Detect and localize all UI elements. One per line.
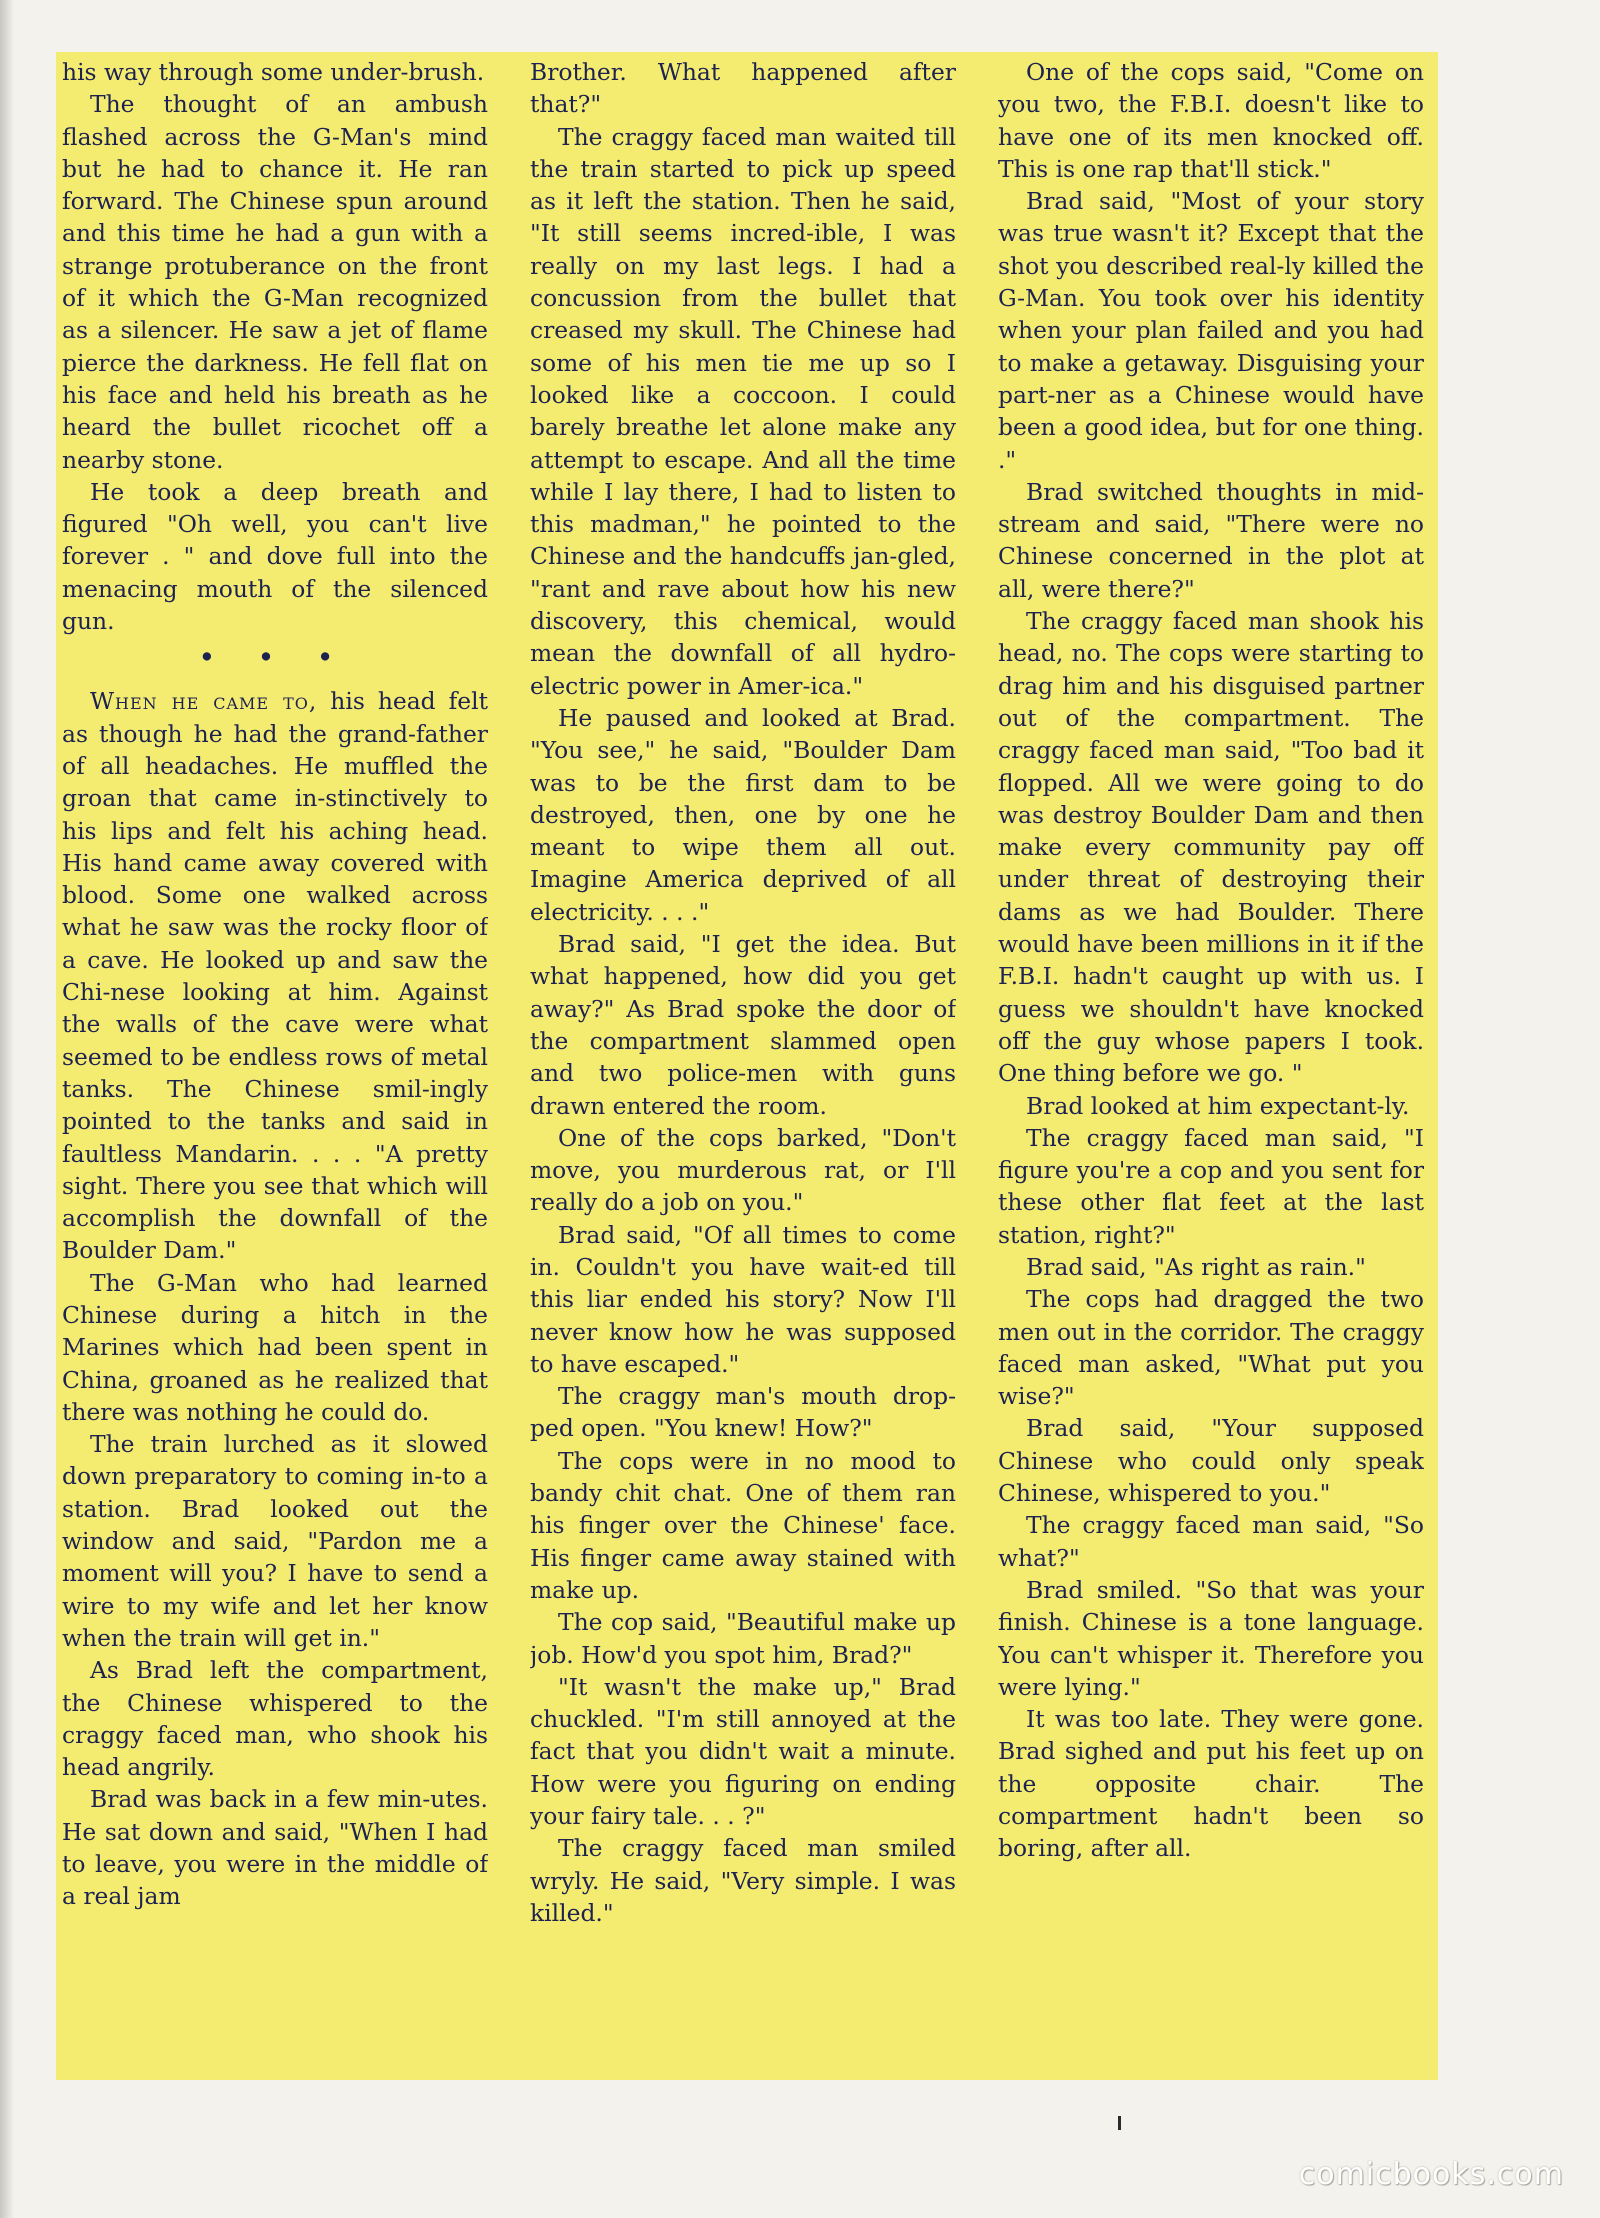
paragraph: The craggy faced man smiled wryly. He said, "Very simple. I was killed." bbox=[530, 1834, 956, 1927]
paragraph: his way through some under-brush. bbox=[62, 58, 485, 86]
paragraph: Brad said, "Your supposed Chinese who could only speak Chinese, whispered to you." bbox=[998, 1414, 1424, 1508]
section-break: • • • bbox=[199, 643, 351, 672]
paragraph: Brother. What happened after that?" bbox=[530, 58, 956, 119]
paragraph: "It wasn't the make up," Brad chuckled. "I'm still annoyed at the fact that you didn't wait a minute. How were you figuring on ending your fairy tale. . . ?" bbox=[530, 1672, 956, 1831]
paragraph: The train lurched as it slowed down preparatory to coming in-to a station. Brad looked out the window and said, "Pardon me a moment will you? I have to send a wire to my wife and let her know when the train will get in." bbox=[62, 1430, 488, 1652]
paragraph: The cop said, "Beautiful make up job. How'd you spot him, Brad?" bbox=[530, 1608, 956, 1669]
paragraph: Brad said, "Most of your story was true wasn't it? Except that the shot you described real-ly killed the G-Man. You took over his identity when your plan failed and you had to make a getaway. Disguising your part-ner as a Chinese would have been a good idea, but for one thing. ." bbox=[998, 187, 1424, 474]
paragraph: Brad looked at him expectant-ly. bbox=[1026, 1091, 1410, 1120]
paragraph: Brad said, "Of all times to come in. Couldn't you have wait-ed till this liar ended his story? Now I'll never know how he was supposed to have escaped." bbox=[530, 1220, 956, 1378]
paragraph-text: his head felt as though he had the grand-father of all headaches. He muffled the groan that came in-stinctively to his lips and felt his aching head. His hand came away covered with blood. Some one walked across what he saw was the rocky floor of a cave. He looked up and saw the Chi-nese looking at him. Against the walls of the cave were what seemed to be endless rows of metal tanks. The Chinese smil-ingly pointed to the tanks and said in faultless Mandarin. . . . "A pretty sight. There you see that which will accomplish the downfall of the Boulder Dam." bbox=[62, 687, 488, 1265]
paragraph: The craggy faced man shook his head, no. The cops were starting to drag him and his disguised partner out of the compartment. The craggy faced man said, "Too bad it flopped. All we were going to do was destroy Boulder Dam and then make every community pay off under threat of destroying their dams as we had Boulder. There would have been millions in it if the F.B.I. hadn't caught up with us. I guess we shouldn't have knocked off the guy whose papers I took. One thing before we go. " bbox=[998, 607, 1424, 1088]
paragraph: The craggy faced man said, "So what?" bbox=[998, 1511, 1424, 1572]
text-column-2 bbox=[530, 56, 956, 2080]
paragraph: The craggy man's mouth drop-ped open. "You knew! How?" bbox=[530, 1382, 956, 1443]
paragraph: The cops were in no mood to bandy chit chat. One of them ran his finger over the Chinese' face. His finger came away stained with make up. bbox=[530, 1446, 956, 1604]
paragraph: Brad said, "I get the idea. But what happened, how did you get away?" As Brad spoke the door of the compartment slammed open and two police-men with guns drawn entered the room. bbox=[530, 930, 956, 1120]
page-speck bbox=[1118, 2116, 1121, 2130]
paragraph: He paused and looked at Brad. "You see," he said, "Boulder Dam was to be the first dam to be destroyed, then, one by one he meant to wipe them all out. Imagine America deprived of all electricity. . . ." bbox=[530, 703, 956, 926]
paragraph: Brad switched thoughts in mid-stream and said, "There were no Chinese concerned in the plot at all, were there?" bbox=[998, 477, 1424, 603]
paragraph: Brad was back in a few min-utes. He sat down and said, "When I had to leave, you were in the middle of a real jam bbox=[62, 1785, 488, 1911]
paragraph: One of the cops said, "Come on you two, the F.B.I. doesn't like to have one of its men knocked off. This is one rap that'll stick." bbox=[998, 58, 1424, 183]
text-column-1 bbox=[62, 56, 488, 2080]
paragraph: He took a deep breath and figured "Oh well, you can't live forever . " and dove full into the menacing mouth of the silenced gun. bbox=[62, 477, 488, 636]
paragraph: As Brad left the compartment, the Chinese whispered to the craggy faced man, who shook his head angrily. bbox=[62, 1656, 488, 1782]
paragraph: It was too late. They were gone. Brad sighed and put his feet up on the opposite chair. The compartment hadn't been so boring, after all. bbox=[998, 1705, 1424, 1863]
watermark: comicbooks.com bbox=[1298, 2157, 1564, 2192]
story-text-block bbox=[56, 52, 1438, 2080]
page-edge bbox=[0, 0, 14, 2218]
paragraph bbox=[62, 685, 488, 1266]
paragraph: The craggy faced man waited till the train started to pick up speed as it left the station. Then he said, "It still seems incred-ible, I was really on my last legs. I had a concussion from the bullet that creased my skull. The Chinese had some of his men tie me up so I looked like a coccoon. I could barely breathe let alone make any attempt to escape. And all the time while I lay there, I had to listen to this madman," he pointed to the Chinese and the handcuffs jan-gled, "rant and rave about how his new discovery, this chemical, would mean the downfall of all hydro-electric power in Amer-ica." bbox=[530, 122, 956, 700]
paragraph: The G-Man who had learned Chinese during a hitch in the Marines which had been spent in China, groaned as he realized that there was nothing he could do. bbox=[62, 1268, 488, 1426]
paragraph: Brad smiled. "So that was your finish. Chinese is a tone language. You can't whisper it. Therefore you were lying." bbox=[998, 1575, 1424, 1701]
paragraph: The thought of an ambush flashed across the G-Man's mind but he had to chance it. He ran forward. The Chinese spun around and this time he had a gun with a strange protuberance on the front of it which the G-Man recognized as a silencer. He saw a jet of flame pierce the darkness. He fell flat on his face and held his breath as he heard the bullet ricochet off a nearby stone. bbox=[62, 90, 488, 474]
text-column-3 bbox=[998, 56, 1424, 2080]
paragraph: The craggy faced man said, "I figure you're a cop and you sent for these other flat feet at the last station, right?" bbox=[998, 1123, 1424, 1249]
paragraph: The cops had dragged the two men out in the corridor. The craggy faced man asked, "What put you wise?" bbox=[998, 1285, 1424, 1411]
paragraph: One of the cops barked, "Don't move, you murderous rat, or I'll really do a job on you." bbox=[530, 1123, 956, 1217]
section-lead-in: When he came to, bbox=[90, 687, 318, 716]
paragraph: Brad said, "As right as rain." bbox=[1026, 1252, 1366, 1281]
